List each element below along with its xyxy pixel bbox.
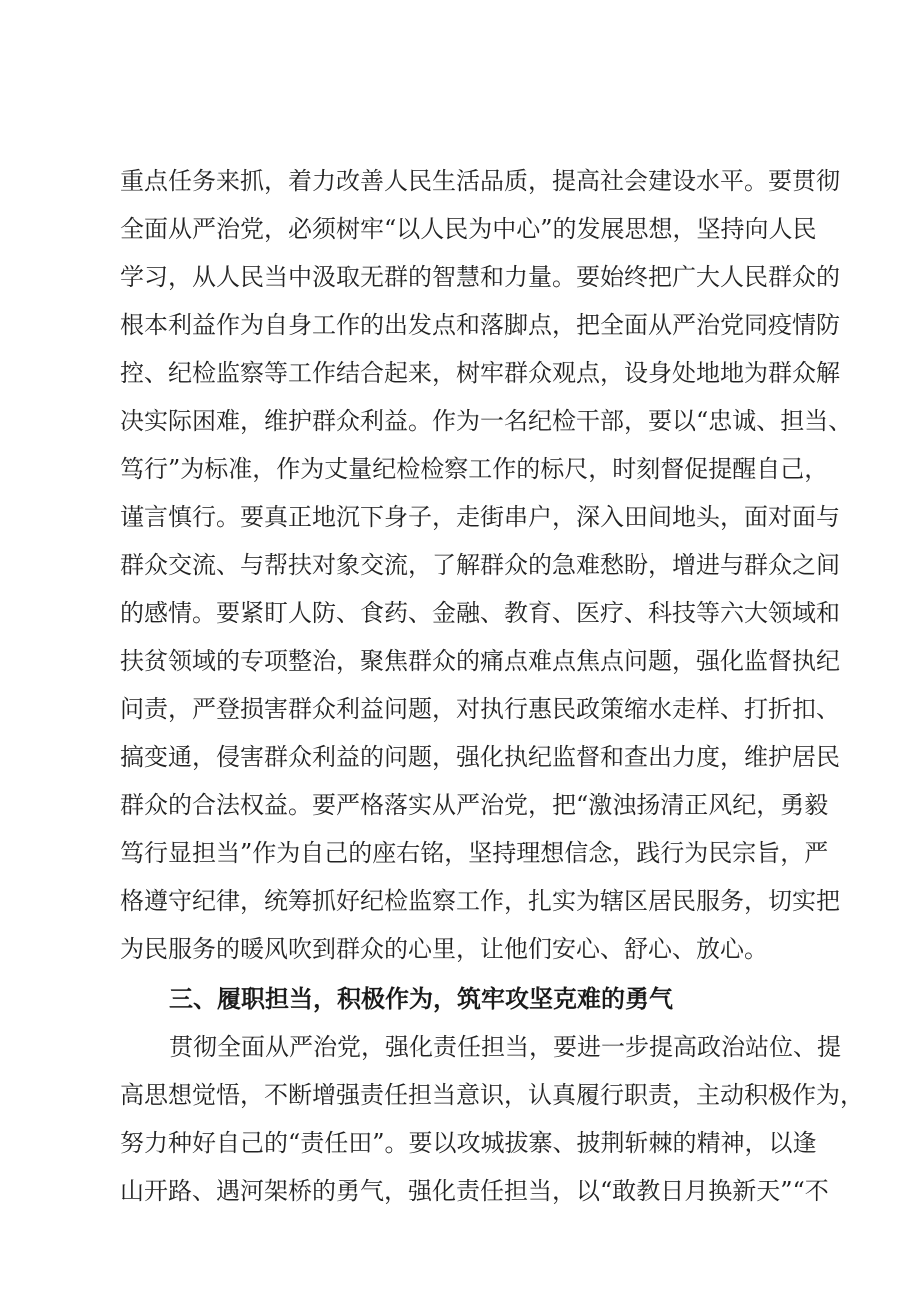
paragraph-line: 为民服务的暖风吹到群众的心里，让他们安心、舒心、放心。 <box>120 935 768 963</box>
paragraph-line: 扶贫领域的专项整治，聚焦群众的痛点难点焦点问题，强化监督执纪 <box>120 647 840 675</box>
paragraph-line: 笃行”为标准，作为丈量纪检检察工作的标尺，时刻督促提醒自己， <box>120 455 829 483</box>
paragraph-line: 控、纪检监察等工作结合起来，树牢群众观点，设身处地地为群众解 <box>120 359 840 387</box>
paragraph-line: 贯彻全面从严治党，强化责任担当，要进一步提高政治站位、提 <box>169 1033 841 1061</box>
paragraph-line: 格遵守纪律，统筹抓好纪检监察工作，扎实为辖区居民服务，切实把 <box>120 887 840 915</box>
paragraph-line: 的感情。要紧盯人防、食药、金融、教育、医疗、科技等六大领域和 <box>120 599 840 627</box>
paragraph-line: 笃行显担当”作为自己的座右铭，坚持理想信念，践行为民宗旨，严 <box>120 839 829 867</box>
paragraph-line: 群众的合法权益。要严格落实从严治党，把“激浊扬清正风纪，勇毅 <box>120 791 829 819</box>
paragraph-line: 山开路、遇河架桥的勇气，强化责任担当，以“敢教日月换新天”“不 <box>120 1177 829 1205</box>
paragraph-line: 根本利益作为自身工作的出发点和落脚点，把全面从严治党同疫情防 <box>120 311 840 339</box>
paragraph-line: 谨言慎行。要真正地沉下身子，走街串户，深入田间地头，面对面与 <box>120 503 840 531</box>
paragraph-line: 决实际困难，维护群众利益。作为一名纪检干部，要以“忠诚、担当、 <box>120 407 853 435</box>
paragraph-line: 全面从严治党，必须树牢“以人民为中心”的发展思想，坚持向人民 <box>120 215 817 243</box>
paragraph-line: 学习，从人民当中汲取无群的智慧和力量。要始终把广大人民群众的 <box>120 263 840 291</box>
paragraph-line: 问责，严登损害群众利益问题，对执行惠民政策缩水走样、打折扣、 <box>120 695 840 723</box>
paragraph-line: 搞变通，侵害群众利益的问题，强化执纪监督和查出力度，维护居民 <box>120 743 840 771</box>
paragraph-line: 高思想觉悟，不断增强责任担当意识，认真履行职责，主动积极作为， <box>120 1081 864 1109</box>
section-heading: 三、履职担当，积极作为，筑牢攻坚克难的勇气 <box>169 985 673 1013</box>
paragraph-line: 群众交流、与帮扶对象交流，了解群众的急难愁盼，增进与群众之间 <box>120 551 840 579</box>
paragraph-line: 努力种好自己的“责任田”。要以攻城拔寨、披荆斩棘的精神，以逢 <box>120 1129 817 1157</box>
paragraph-line: 重点任务来抓，着力改善人民生活品质，提高社会建设水平。要贯彻 <box>120 167 840 195</box>
